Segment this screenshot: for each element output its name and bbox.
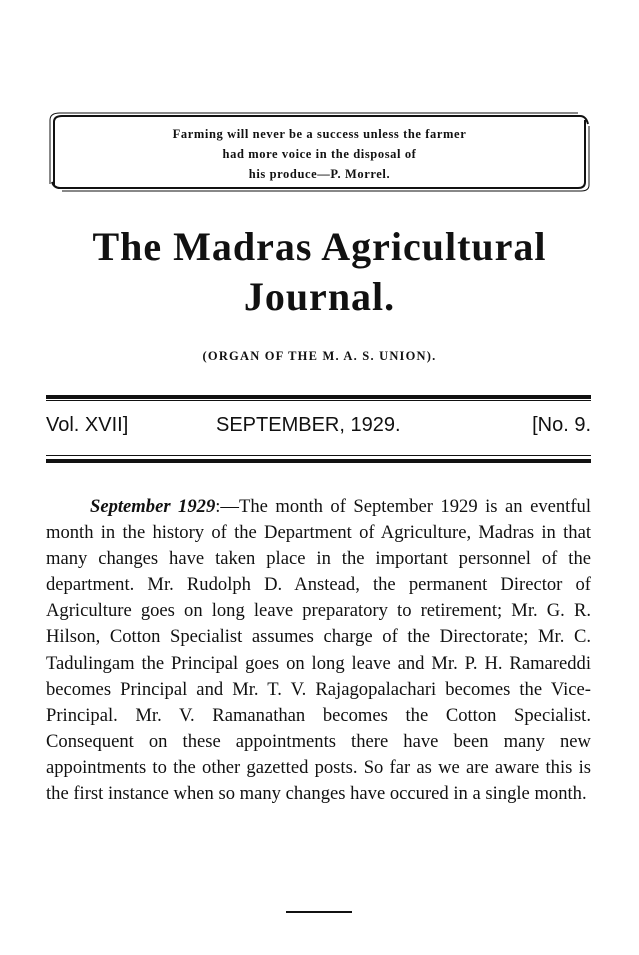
article-paragraph	[46, 494, 591, 807]
motto-frame	[48, 112, 591, 192]
issue-line	[46, 414, 591, 444]
article-text: :—The month of September 1929 is an eventful month in the history of the Department of Agriculture, Madras in that many changes have taken place in the important personnel of the department. Mr. Rudolph D. Anstead, the permanent Director of Agriculture goes on long leave preparatory to retirement; Mr. G. R. Hilson, Cotton Specialist assumes charge of the Directorate; Mr. C. Tadulingam the Principal goes on long leave and Mr. P. H. Ramareddi becomes Principal and Mr. T. V. Rajagopalachari becomes the Vice-Principal. Mr. V. Ramanathan becomes the Cotton Specialist. Consequent on these appointments there have been many new appointments to the other gazetted posts. So far as we are aware this is the first instance when so many changes have occured in a single month.	[46, 496, 591, 805]
top-rule	[46, 395, 591, 399]
article-body	[46, 494, 591, 807]
journal-title	[0, 222, 639, 322]
journal-title-line-1: The Madras Agricultural	[92, 224, 547, 269]
volume-label: Vol. XVII]	[46, 414, 129, 436]
motto-line-2: had more voice in the disposal of	[222, 147, 417, 161]
bottom-rule-thin	[46, 455, 591, 456]
motto-line-3: his produce—P. Morrel.	[248, 167, 391, 181]
article-lead: September 1929	[90, 496, 216, 517]
bottom-rule	[46, 459, 591, 463]
journal-title-line-2: Journal.	[243, 274, 396, 319]
issue-date: SEPTEMBER, 1929.	[216, 414, 401, 436]
footer-ornament	[286, 911, 352, 913]
top-rule-thin	[46, 400, 591, 401]
issue-number: [No. 9.	[532, 414, 591, 436]
organ-subtitle: (ORGAN OF THE M. A. S. UNION).	[202, 349, 437, 363]
motto-quote	[48, 124, 591, 184]
motto-line-1: Farming will never be a success unless the farmer	[172, 127, 467, 141]
